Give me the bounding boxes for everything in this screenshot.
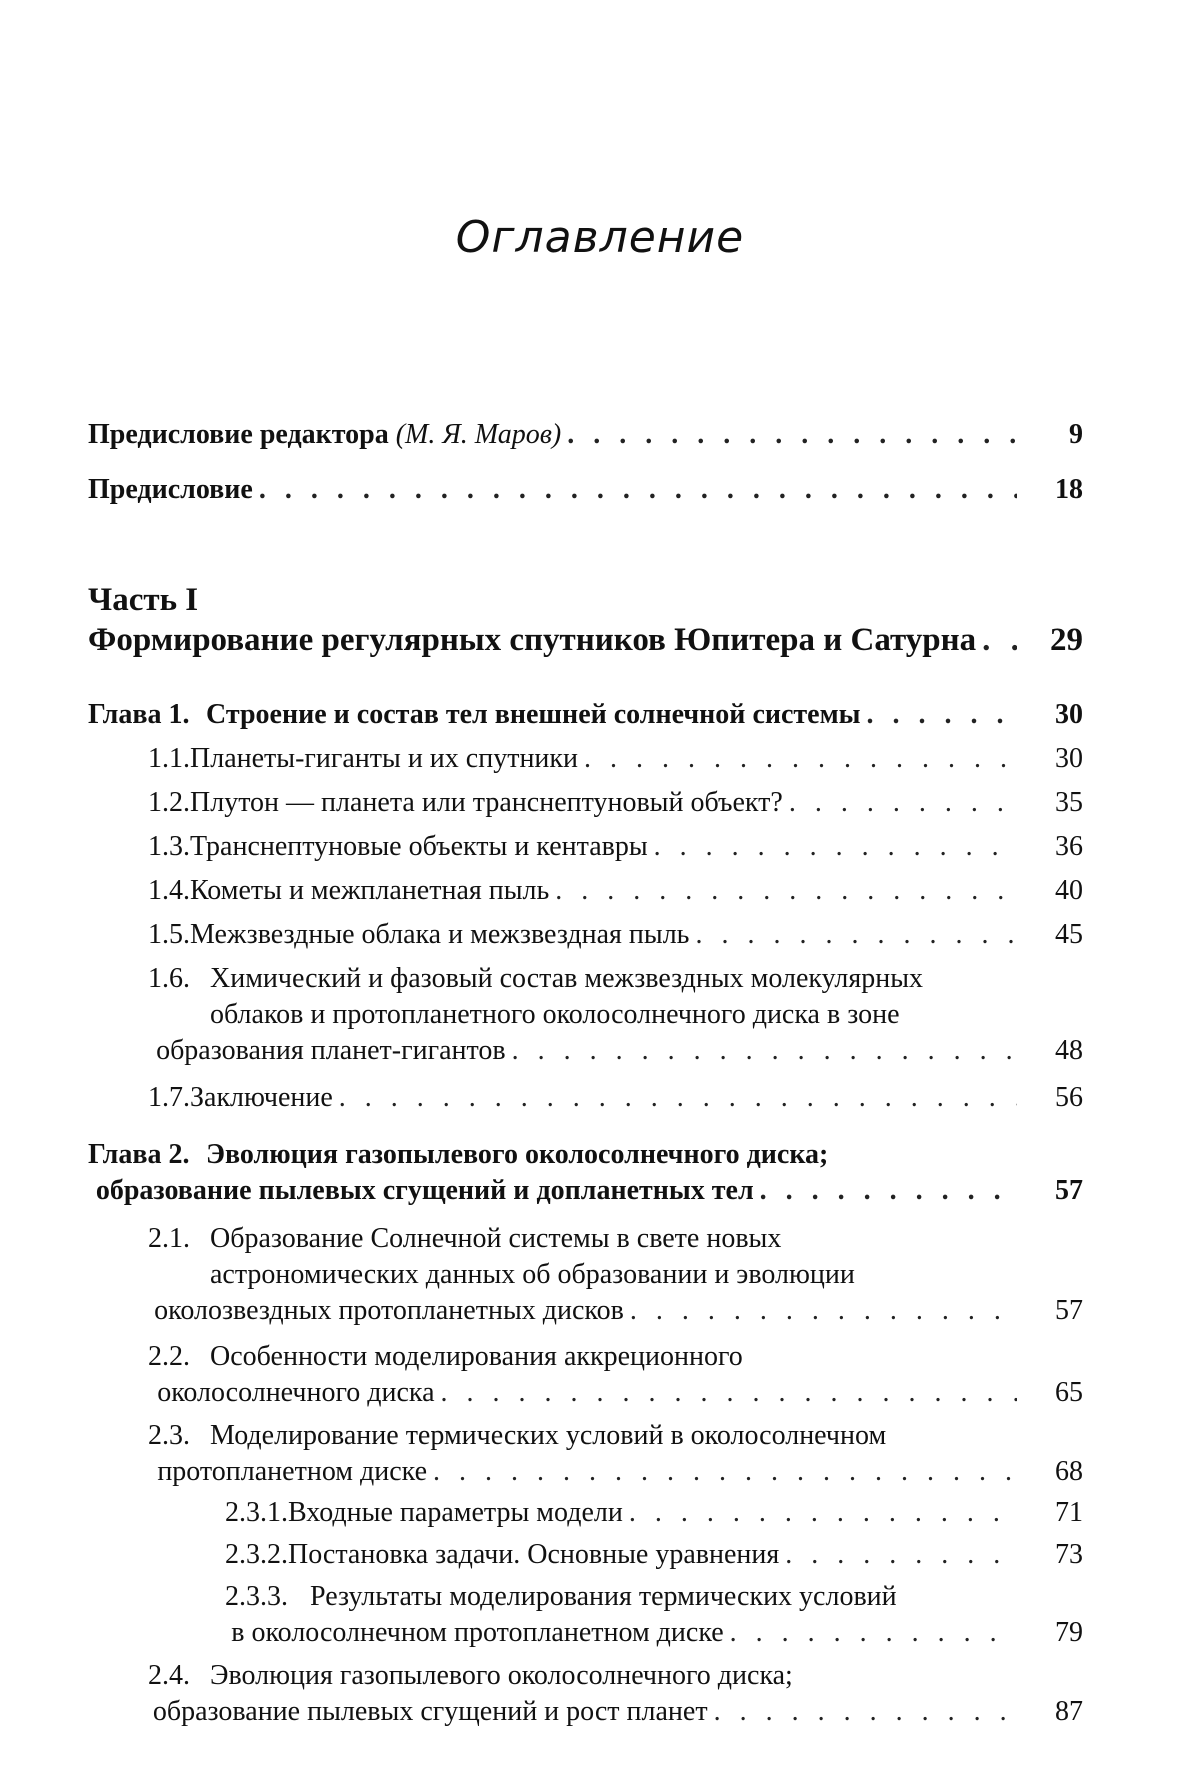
- chapter-label: Глава 1.: [88, 699, 190, 730]
- entry-label: Предисловие редактора: [88, 419, 389, 450]
- entry-author: (М. Я. Маров): [395, 419, 562, 450]
- toc-entry-editor-preface: [88, 417, 1083, 453]
- toc-chapter-2: Глава 2. Эволюция газопылевого околосолнечного диска; образование пылевых сгущений и допланетных тел . . . 57: [88, 1137, 1083, 1209]
- toc-section-2-2: 2.2. Особенности моделирования аккреционного околосолнечного диска . . . 65: [148, 1339, 1083, 1411]
- page-number: 57: [1055, 1175, 1083, 1206]
- toc-section-2-1: 2.1. Образование Солнечной системы в свете новых астрономических данных об образовании и эволюции околозвездных протопланетных дисков . . . 57: [148, 1221, 1083, 1329]
- part-label: Часть I: [88, 582, 199, 618]
- page-number: 9: [1069, 419, 1083, 450]
- page-number: 30: [1055, 699, 1083, 730]
- page-number: 18: [1055, 474, 1083, 505]
- toc-entry-preface: [88, 472, 1083, 508]
- toc-section-1-6: 1.6. Химический и фазовый состав межзвездных молекулярных облаков и протопланетного околосолнечного диска в зоне образования планет-гигантов . . . 48: [148, 961, 1083, 1069]
- page-number: 29: [1050, 622, 1083, 658]
- toc-section-1-2: 1.2. Плутон — планета или транснептуновый объект? . . . 35: [148, 785, 1083, 821]
- entry-label: Предисловие: [88, 474, 253, 505]
- toc-section-2-4: 2.4. Эволюция газопылевого околосолнечного диска; образование пылевых сгущений и рост планет . . . 87: [148, 1658, 1083, 1730]
- page-title: Оглавление: [455, 212, 745, 263]
- chapter-title: Строение и состав тел внешней солнечной системы: [206, 699, 861, 730]
- toc-section-1-5: 1.5. Межзвездные облака и межзвездная пыль . . . 45: [148, 917, 1083, 953]
- toc-section-1-1: 1.1. Планеты-гиганты и их спутники . . . 30: [148, 741, 1083, 777]
- toc-subsection-2-3-1: 2.3.1. Входные параметры модели . . . 71: [225, 1495, 1083, 1531]
- toc-chapter-1: [88, 697, 1083, 733]
- chapter-label: Глава 2.: [88, 1139, 190, 1170]
- toc-part-1: [88, 580, 1083, 660]
- toc-subsection-2-3-2: 2.3.2. Постановка задачи. Основные уравнения . . . 73: [225, 1537, 1083, 1573]
- toc-section-1-3: 1.3. Транснептуновые объекты и кентавры . . . 36: [148, 829, 1083, 865]
- toc-section-1-4: 1.4. Кометы и межпланетная пыль . . . 40: [148, 873, 1083, 909]
- toc-section-1-7: 1.7. Заключение . . . 56: [148, 1080, 1083, 1116]
- toc-section-2-3: 2.3. Моделирование термических условий в околосолнечном протопланетном диске . . . 68: [148, 1418, 1083, 1490]
- part-title: Формирование регулярных спутников Юпитера и Сатурна: [88, 622, 977, 658]
- toc-subsection-2-3-3: 2.3.3. Результаты моделирования термических условий в околосолнечном протопланетном диске . . . 79: [225, 1579, 1083, 1651]
